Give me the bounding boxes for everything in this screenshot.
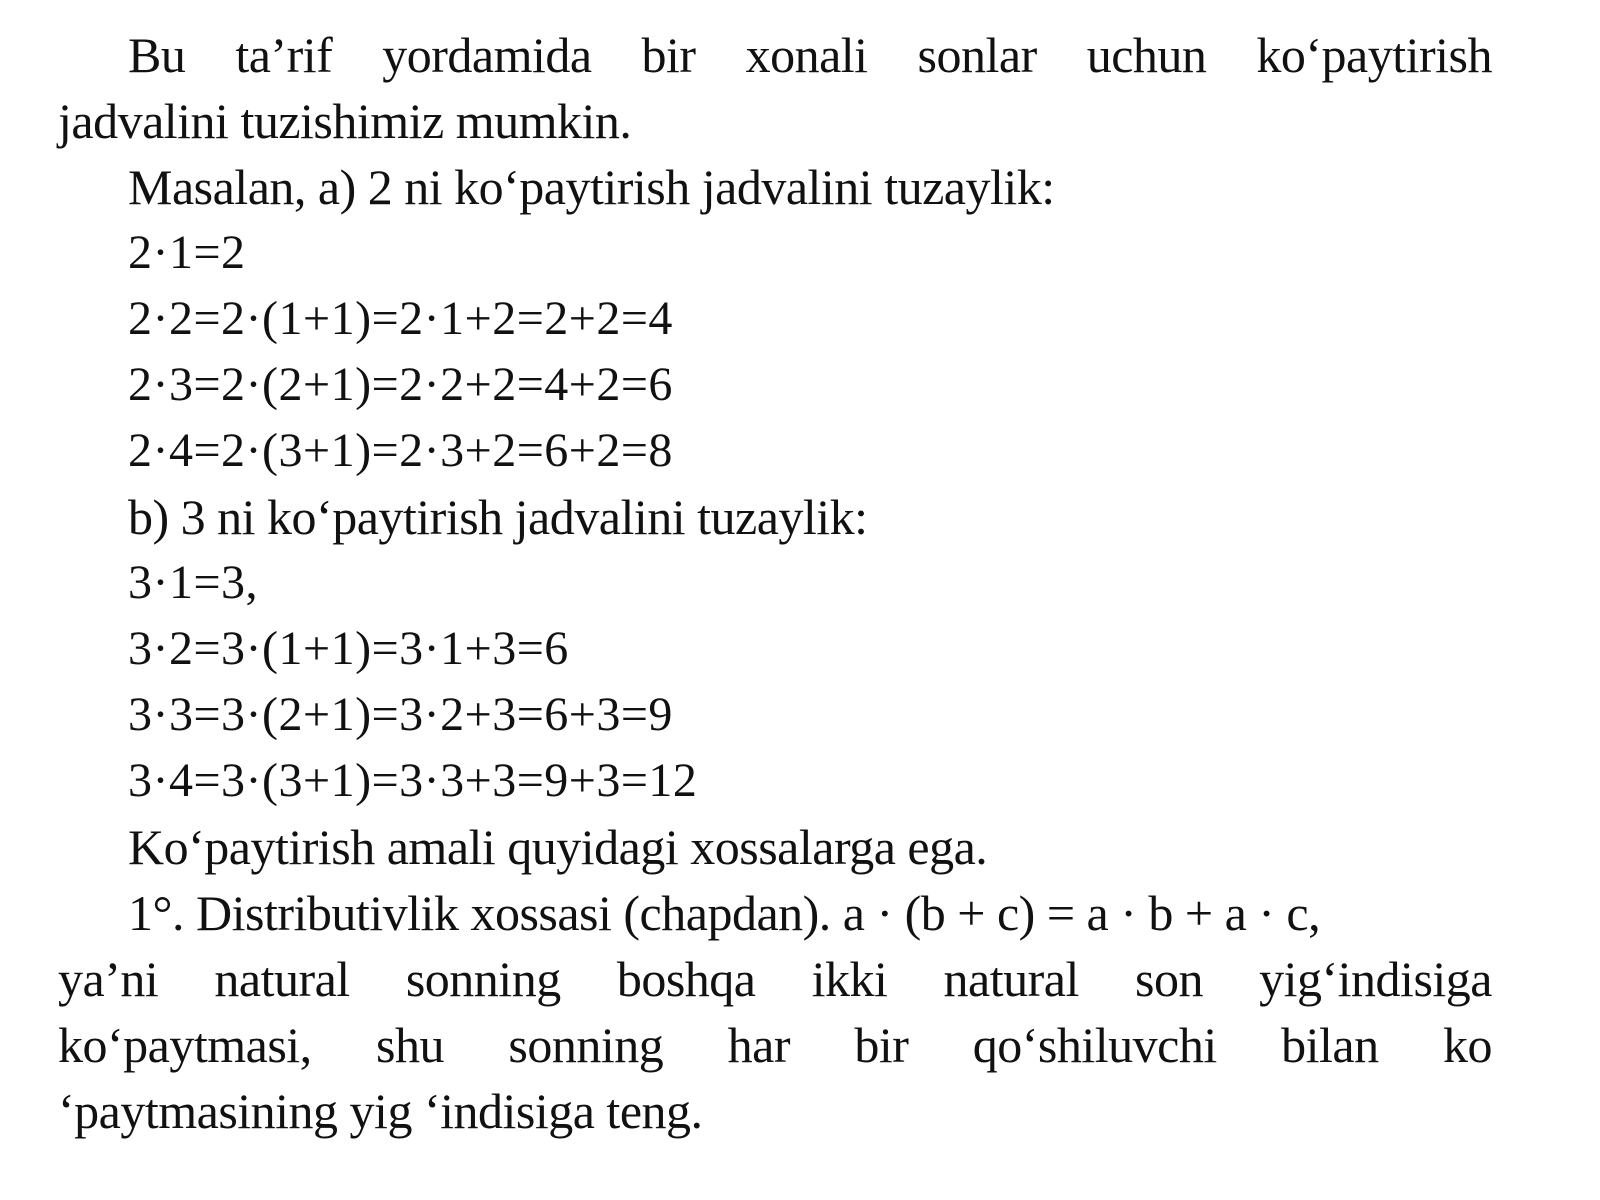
- paragraph-1-line-2: jadvalini tuzishimiz mumkin.: [58, 93, 632, 149]
- property-1-line-2: ya’ni natural sonning boshqa ikki natural son yig‘indisiga: [58, 951, 1492, 1007]
- example-a-formula-1: 2·1=2: [128, 226, 246, 279]
- example-b-formula-4: 3·4=3·(3+1)=3·3+3=9+3=12: [128, 754, 698, 807]
- properties-intro: Ko‘paytirish amali quyidagi xossalarga ega.: [128, 819, 988, 875]
- document-page: [58, 22, 1492, 1144]
- paragraph-1-line-1: Bu ta’rif yordamida bir xonali sonlar uchun ko‘paytirish: [128, 27, 1492, 83]
- example-b-intro: b) 3 ni ko‘paytirish jadvalini tuzaylik:: [128, 489, 868, 545]
- example-b-formula-3: 3·3=3·(2+1)=3·2+3=6+3=9: [128, 688, 673, 741]
- example-b-formula-1: 3·1=3,: [128, 556, 259, 609]
- example-a-formula-2: 2·2=2·(1+1)=2·1+2=2+2=4: [128, 292, 673, 345]
- example-a-formula-3: 2·3=2·(2+1)=2·2+2=4+2=6: [128, 358, 673, 411]
- property-1-line-4: ‘paytmasining yig ‘indisiga teng.: [58, 1083, 703, 1139]
- example-b-formula-2: 3·2=3·(1+1)=3·1+3=6: [128, 622, 569, 675]
- property-1-line-3: ko‘paytmasi, shu sonning har bir qo‘shiluvchi bilan ko: [58, 1017, 1492, 1073]
- property-1-line-1: 1°. Distributivlik xossasi (chapdan). a · (b + c) = a · b + a · c,: [128, 885, 1321, 941]
- example-a-intro: Masalan, a) 2 ni ko‘paytirish jadvalini tuzaylik:: [128, 159, 1055, 215]
- example-a-formula-4: 2·4=2·(3+1)=2·3+2=6+2=8: [128, 424, 673, 477]
